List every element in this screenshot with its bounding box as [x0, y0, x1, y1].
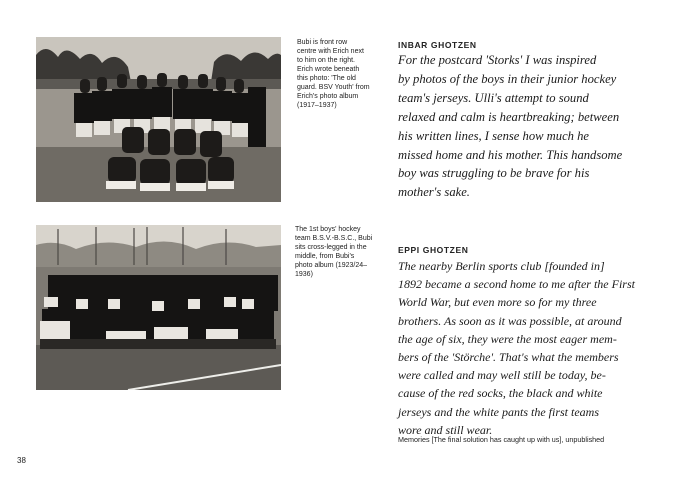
- quote-line: brothers. As soon as it was possible, at around: [398, 313, 622, 328]
- caption-line: this photo: 'The old: [297, 75, 356, 82]
- caption-line: Bubi is front row: [297, 39, 348, 46]
- quote-line: relaxed and calm is heartbreaking; between: [398, 109, 620, 124]
- source-note: Memories [The final solution has caught up with us], unpublished: [398, 435, 605, 444]
- quote-line: the age of six, they were the most eager mem-: [398, 331, 617, 346]
- caption-line: team B.S.V.-B.S.C., Bubi: [295, 235, 373, 242]
- caption-line: photo album (1923/24–: [295, 262, 367, 269]
- quote-line: boy was struggling to be brave for his: [398, 166, 590, 181]
- quote-line: wore and still wear.: [398, 422, 493, 437]
- quote-line: The nearby Berlin sports club [founded in]: [398, 259, 605, 273]
- team-photo-2: [36, 225, 281, 390]
- author-heading-inbar: INBAR GHOTZEN: [398, 40, 477, 50]
- caption-line: guard. BSV Youth' from: [297, 84, 370, 91]
- quote-line: by photos of the boys in their junior hockey: [398, 71, 617, 86]
- team-photo-2-image: [36, 225, 281, 390]
- caption-line: to him on the right.: [297, 57, 355, 64]
- quote-line: missed home and his mother. This handsome: [398, 147, 623, 162]
- caption-line: (1917–1937): [297, 102, 337, 109]
- quote-line: bers of the 'Störche'. That's what the members: [398, 350, 619, 365]
- author-heading-eppi: EPPI GHOTZEN: [398, 245, 469, 255]
- quote-line: his written lines, I sense how much he: [398, 128, 589, 143]
- quote-line: World War, but even more so for my three: [398, 295, 597, 310]
- quote-inbar: [398, 51, 622, 202]
- photo-1-caption: [297, 38, 370, 110]
- page-number: 38: [17, 456, 26, 465]
- quote-line: were called and may well still be today, be-: [398, 368, 606, 383]
- team-photo-1: [36, 37, 281, 202]
- quote-line: mother's sake.: [398, 185, 470, 200]
- quote-line: jerseys and the white pants the first teams: [398, 404, 599, 419]
- quote-eppi: [398, 257, 635, 439]
- quote-line: For the postcard 'Storks' I was inspired: [398, 53, 597, 67]
- quote-line: cause of the red socks, the black and white: [398, 386, 603, 401]
- team-photo-1-image: [36, 37, 281, 202]
- caption-line: 1936): [295, 271, 313, 278]
- caption-line: Erich's photo album: [297, 93, 359, 100]
- caption-line: centre with Erich next: [297, 48, 364, 55]
- photo-2-caption: [295, 225, 372, 279]
- caption-line: The 1st boys' hockey: [295, 226, 361, 233]
- quote-line: team's jerseys. Ulli's attempt to sound: [398, 90, 589, 105]
- caption-line: Erich wrote beneath: [297, 66, 360, 73]
- caption-line: sits cross-legged in the: [295, 244, 367, 251]
- quote-line: 1892 became a second home to me after the First: [398, 277, 635, 292]
- caption-line: middle, from Bubi's: [295, 253, 355, 260]
